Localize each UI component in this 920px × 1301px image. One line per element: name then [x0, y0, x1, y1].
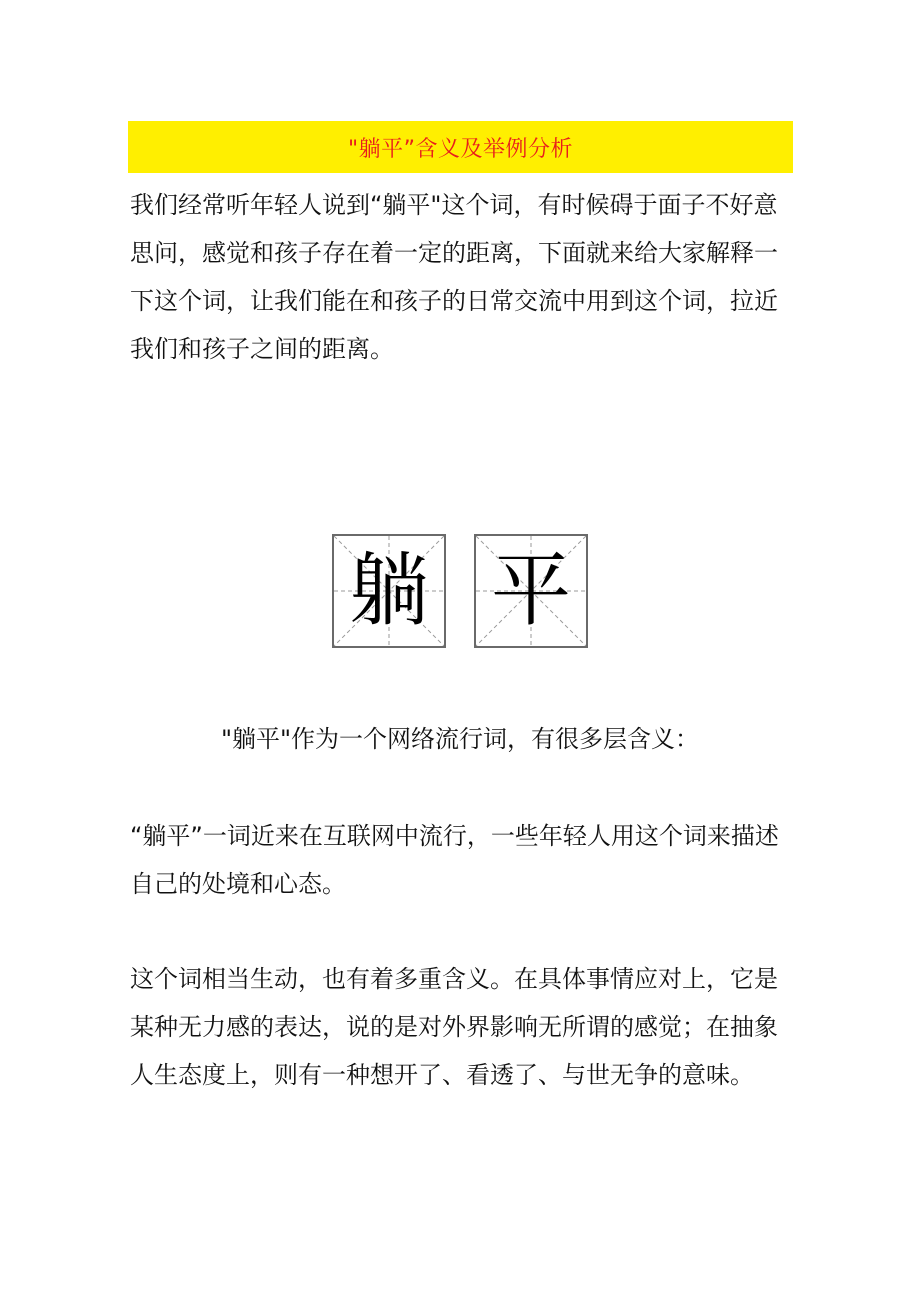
intro-paragraph: 我们经常听年轻人说到“躺平"这个词，有时候碍于面子不好意思问，感觉和孩子存在着一定的距离，下面就来给大家解释一下这个词，让我们能在和孩子的日常交流中用到这个词，拉近我们和孩子之间的距离。: [130, 191, 778, 363]
character-ping: 平: [491, 544, 571, 637]
lead-sentence: "躺平"作为一个网络流行词，有很多层含义：: [220, 725, 700, 753]
char-grid-box: [474, 534, 588, 648]
char-grid-box: [332, 534, 446, 648]
title-banner: [128, 121, 793, 173]
character-illustration: [332, 534, 592, 650]
character-tang: 躺: [349, 544, 429, 637]
page-title: "躺平”含义及举例分析: [347, 136, 574, 162]
meaning-paragraph: 这个词相当生动，也有着多重含义。在具体事情应对上，它是某种无力感的表达，说的是对外界影响无所谓的感觉；在抽象人生态度上，则有一种想开了、看透了、与世无争的意味。: [130, 965, 778, 1089]
definition-paragraph: “躺平”一词近来在互联网中流行，一些年轻人用这个词来描述自己的处境和心态。: [130, 822, 779, 898]
